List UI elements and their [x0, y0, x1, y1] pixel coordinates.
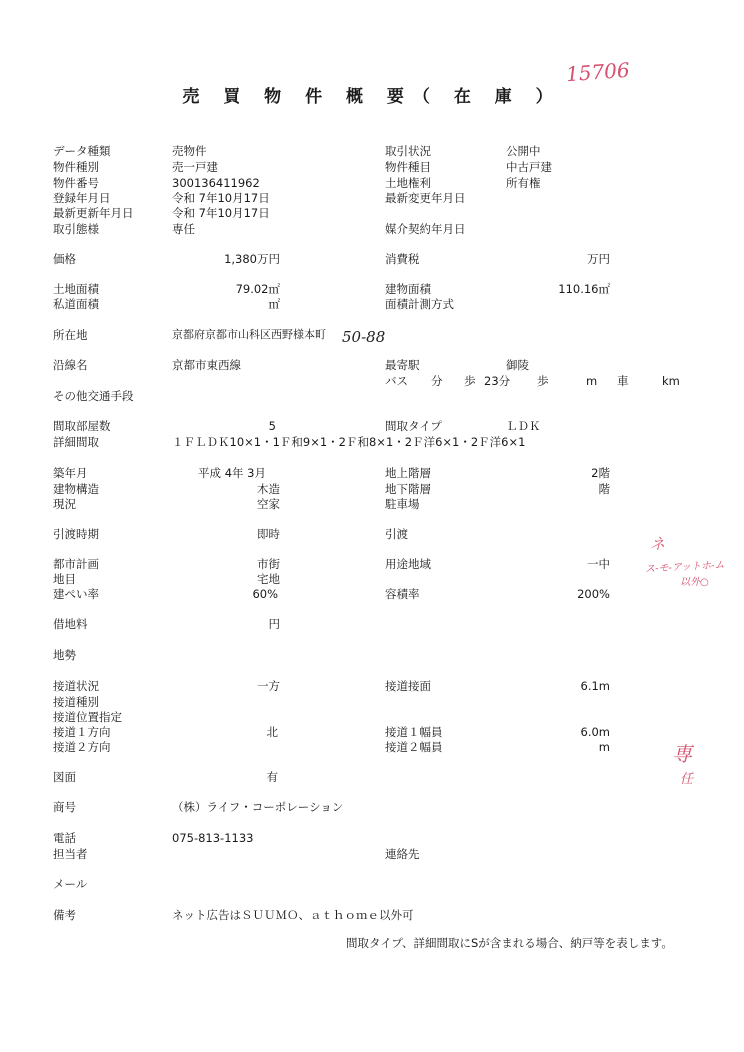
field-label: 備考: [53, 908, 76, 922]
field-label: 物件種目: [385, 160, 431, 174]
field-label: 物件番号: [53, 176, 99, 190]
handwritten-note: 専: [672, 742, 692, 766]
access-text: 分: [431, 374, 443, 388]
handwritten-ref-number: 15706: [565, 57, 631, 87]
field-value: 売物件: [172, 144, 207, 158]
handwritten-memo: ス-モ-アットホ-ム: [644, 559, 725, 576]
field-label: 築年月: [53, 466, 88, 480]
field-value: 令和 7年10月17日: [172, 191, 270, 205]
field-label: 間取部屋数: [53, 419, 111, 433]
field-value: 2階: [591, 466, 610, 480]
field-label: 価格: [53, 252, 76, 266]
field-label: 登録年月日: [53, 191, 111, 205]
field-value: 200%: [577, 587, 610, 601]
field-value: 79.02㎡: [235, 282, 280, 296]
field-label: 沿線名: [53, 358, 88, 372]
field-label: 接道１幅員: [385, 725, 443, 739]
field-label: 私道面積: [53, 297, 99, 311]
field-label: 引渡時期: [53, 527, 99, 541]
field-label: 所在地: [53, 328, 88, 342]
field-label: 地上階層: [385, 466, 431, 480]
field-value: 有: [266, 770, 278, 784]
field-value: 1,380万円: [224, 252, 280, 266]
field-value: 平成 4年 3月: [198, 466, 266, 480]
field-label: 商号: [53, 800, 76, 814]
field-label: その他交通手段: [53, 389, 134, 403]
field-label: 建ぺい率: [53, 587, 99, 601]
field-value: 075-813-1133: [172, 831, 254, 845]
field-label: 連絡先: [385, 847, 420, 861]
field-value: 110.16㎡: [558, 282, 610, 296]
field-label: 接道２方向: [53, 740, 111, 754]
field-value: 宅地: [257, 572, 280, 586]
field-label: 接道１方向: [53, 725, 111, 739]
field-value: 公開中: [506, 144, 541, 158]
field-label: 物件種別: [53, 160, 99, 174]
field-label: 図面: [53, 770, 76, 784]
field-value: 万円: [587, 252, 610, 266]
field-label: 接道接面: [385, 679, 431, 693]
field-label: 地下階層: [385, 482, 431, 496]
access-text: 歩: [464, 374, 476, 388]
field-label: 接道状況: [53, 679, 99, 693]
field-label: 詳細間取: [53, 435, 99, 449]
field-value: ㎡: [268, 297, 280, 311]
field-label: 建物面積: [385, 282, 431, 296]
field-label: 取引状況: [385, 144, 431, 158]
access-text: 歩: [537, 374, 549, 388]
field-value: 一中: [587, 557, 610, 571]
field-label: 面積計測方式: [385, 297, 454, 311]
field-label: 地勢: [53, 648, 76, 662]
field-label: 接道２幅員: [385, 740, 443, 754]
access-text: 車: [617, 374, 629, 388]
field-value: 5: [268, 419, 276, 433]
field-label: 現況: [53, 497, 76, 511]
handwritten-mark: ネ: [650, 535, 666, 553]
field-label: 接道種別: [53, 695, 99, 709]
field-value: １ＦＬＤＫ10×1・1Ｆ和9×1・2Ｆ和8×1・2Ｆ洋6×1・2Ｆ洋6×1: [172, 435, 526, 449]
field-value: （株）ライフ・コーポレーション: [172, 800, 344, 814]
field-label: 容積率: [385, 587, 420, 601]
field-label: 電話: [53, 831, 76, 845]
field-label: 用途地域: [385, 557, 431, 571]
field-value: 京都市東西線: [172, 358, 241, 372]
field-value: 中古戸建: [506, 160, 552, 174]
field-label: 最新変更年月日: [385, 191, 466, 205]
field-value: 専任: [172, 222, 195, 236]
field-label: データ種類: [53, 144, 111, 158]
footnote: 間取タイプ、詳細間取にSが含まれる場合、納戸等を表します。: [346, 936, 673, 950]
field-label: 引渡: [385, 527, 408, 541]
field-value: 即時: [257, 527, 280, 541]
field-value: 北: [266, 725, 278, 739]
field-value: 京都府京都市山科区西野様本町: [172, 328, 326, 341]
field-value: 市街: [257, 557, 280, 571]
field-value: 6.0m: [580, 725, 610, 739]
field-value: 300136411962: [172, 176, 260, 190]
access-text: m: [586, 374, 598, 388]
access-text: バス: [385, 374, 408, 388]
field-label: 建物構造: [53, 482, 99, 496]
field-value: 一方: [257, 679, 280, 693]
field-label: 担当者: [53, 847, 88, 861]
field-label: 地目: [53, 572, 76, 586]
field-label: 土地面積: [53, 282, 99, 296]
field-label: 間取タイプ: [385, 419, 442, 433]
field-label: メール: [53, 877, 88, 891]
field-label: 土地権利: [385, 176, 431, 190]
handwritten-address-number: 50-88: [342, 328, 386, 346]
field-value: 木造: [257, 482, 280, 496]
handwritten-note: 任: [680, 772, 694, 787]
field-value: 円: [268, 617, 280, 631]
field-label: 接道位置指定: [53, 710, 122, 724]
field-value: 令和 7年10月17日: [172, 206, 270, 220]
field-label: 借地料: [53, 617, 88, 631]
field-value: 御陵: [506, 358, 529, 372]
field-value: ネット広告はＳＵＵＭＯ、ａｔｈｏｍｅ以外可: [172, 908, 414, 922]
field-label: 駐車場: [385, 497, 420, 511]
field-label: 媒介契約年月日: [385, 222, 466, 236]
field-value: 6.1m: [580, 679, 610, 693]
field-value: 売一戸建: [172, 160, 218, 174]
access-text: 23分: [484, 374, 511, 388]
field-label: 取引態様: [53, 222, 99, 236]
field-label: 都市計画: [53, 557, 99, 571]
field-label: 最新更新年月日: [53, 206, 134, 220]
field-label: 消費税: [385, 252, 420, 266]
handwritten-memo: 以外○: [680, 577, 709, 588]
page-title: 売 買 物 件 概 要（ 在 庫 ）: [182, 87, 562, 107]
field-value: 階: [598, 482, 610, 496]
field-value: 60%: [252, 587, 278, 601]
field-value: 所有権: [506, 176, 541, 190]
field-value: ＬＤＫ: [506, 419, 541, 433]
field-value: m: [598, 740, 610, 754]
field-value: 空家: [257, 497, 280, 511]
field-label: 最寄駅: [385, 358, 420, 372]
access-text: km: [662, 374, 680, 388]
